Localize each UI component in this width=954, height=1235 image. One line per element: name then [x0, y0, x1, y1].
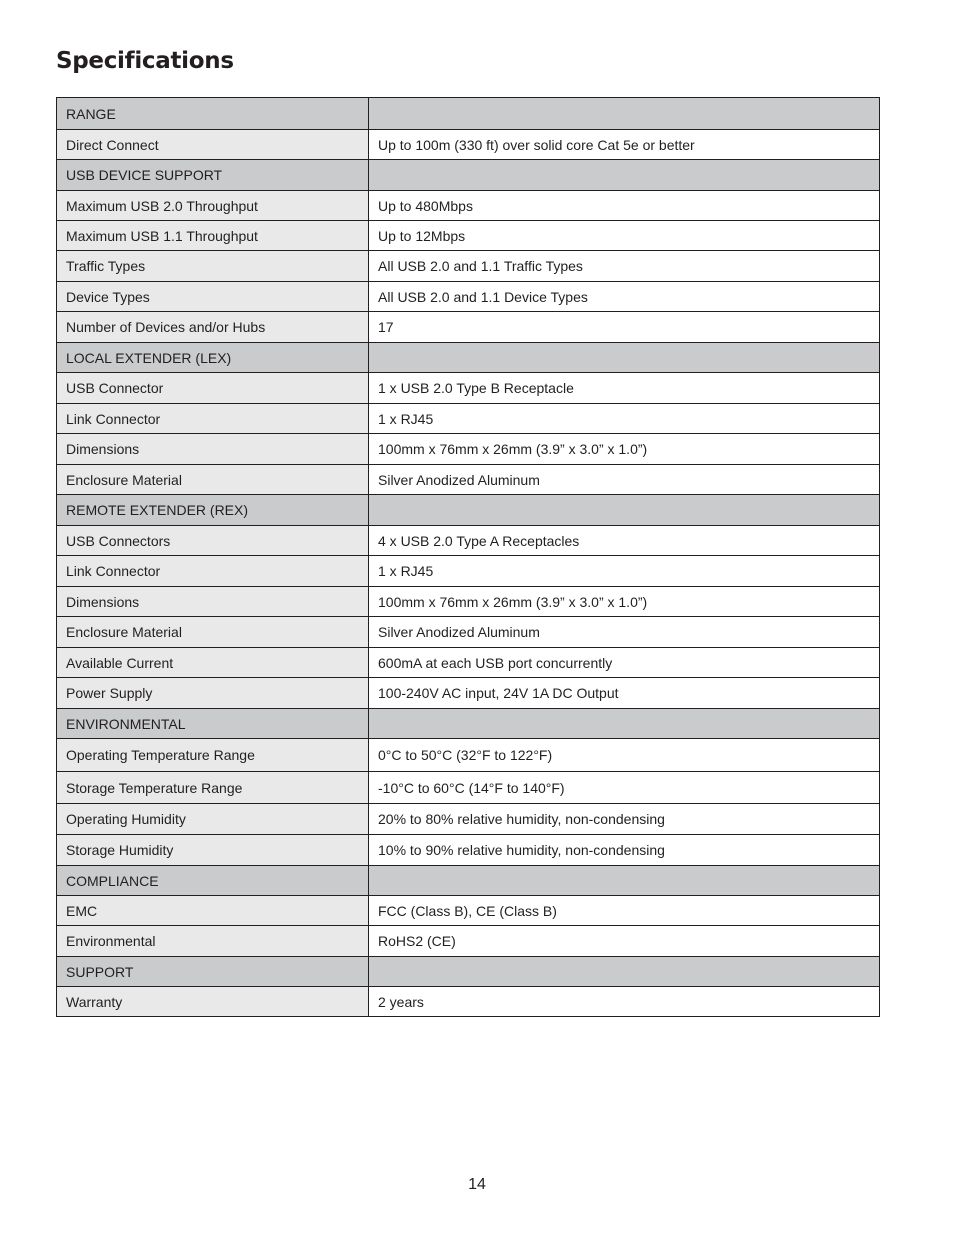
spec-value: -10°C to 60°C (14°F to 140°F) — [369, 772, 880, 804]
section-title: REMOTE EXTENDER (REX) — [57, 495, 369, 526]
section-title: COMPLIANCE — [57, 866, 369, 896]
spec-value: 100mm x 76mm x 26mm (3.9” x 3.0” x 1.0”) — [369, 587, 880, 617]
spec-row — [57, 465, 880, 495]
spec-value: 1 x USB 2.0 Type B Receptacle — [369, 373, 880, 404]
spec-value: Up to 12Mbps — [369, 221, 880, 251]
section-header-row — [57, 98, 880, 130]
spec-value: 17 — [369, 312, 880, 343]
spec-label: Environmental — [57, 926, 369, 957]
spec-row — [57, 556, 880, 587]
section-header-row — [57, 709, 880, 739]
spec-label: Operating Temperature Range — [57, 739, 369, 772]
spec-value: Silver Anodized Aluminum — [369, 465, 880, 495]
spec-value: FCC (Class B), CE (Class B) — [369, 896, 880, 926]
section-title: ENVIRONMENTAL — [57, 709, 369, 739]
spec-row — [57, 617, 880, 648]
section-empty-cell — [369, 98, 880, 130]
spec-value: Up to 100m (330 ft) over solid core Cat 5e or better — [369, 130, 880, 160]
section-header-row — [57, 160, 880, 191]
spec-value: All USB 2.0 and 1.1 Device Types — [369, 282, 880, 312]
spec-row — [57, 404, 880, 434]
spec-value: RoHS2 (CE) — [369, 926, 880, 957]
page-title: Specifications — [56, 48, 234, 74]
spec-row — [57, 373, 880, 404]
spec-label: Storage Humidity — [57, 835, 369, 866]
section-title: RANGE — [57, 98, 369, 130]
spec-value: 100-240V AC input, 24V 1A DC Output — [369, 678, 880, 709]
spec-label: Link Connector — [57, 556, 369, 587]
spec-label: Maximum USB 1.1 Throughput — [57, 221, 369, 251]
section-empty-cell — [369, 957, 880, 987]
spec-label: USB Connectors — [57, 526, 369, 556]
spec-value: 1 x RJ45 — [369, 404, 880, 434]
spec-row — [57, 804, 880, 835]
spec-value: 10% to 90% relative humidity, non-condensing — [369, 835, 880, 866]
page-number: 14 — [468, 1176, 486, 1193]
specifications-table-body — [57, 98, 880, 1017]
spec-label: Traffic Types — [57, 251, 369, 282]
spec-row — [57, 282, 880, 312]
spec-row — [57, 221, 880, 251]
spec-label: Power Supply — [57, 678, 369, 709]
spec-label: Storage Temperature Range — [57, 772, 369, 804]
section-empty-cell — [369, 160, 880, 191]
spec-label: Enclosure Material — [57, 617, 369, 648]
section-header-row — [57, 343, 880, 373]
spec-value: 1 x RJ45 — [369, 556, 880, 587]
spec-label: Number of Devices and/or Hubs — [57, 312, 369, 343]
spec-row — [57, 772, 880, 804]
spec-label: EMC — [57, 896, 369, 926]
spec-row — [57, 739, 880, 772]
spec-label: Operating Humidity — [57, 804, 369, 835]
section-header-row — [57, 866, 880, 896]
section-empty-cell — [369, 343, 880, 373]
section-title: SUPPORT — [57, 957, 369, 987]
spec-row — [57, 130, 880, 160]
section-empty-cell — [369, 495, 880, 526]
spec-value: 100mm x 76mm x 26mm (3.9” x 3.0” x 1.0”) — [369, 434, 880, 465]
spec-value: 0°C to 50°C (32°F to 122°F) — [369, 739, 880, 772]
section-title: LOCAL EXTENDER (LEX) — [57, 343, 369, 373]
spec-label: Maximum USB 2.0 Throughput — [57, 191, 369, 221]
spec-label: Link Connector — [57, 404, 369, 434]
section-title: USB DEVICE SUPPORT — [57, 160, 369, 191]
spec-row — [57, 312, 880, 343]
spec-row — [57, 926, 880, 957]
section-header-row — [57, 957, 880, 987]
spec-row — [57, 835, 880, 866]
spec-value: Silver Anodized Aluminum — [369, 617, 880, 648]
spec-row — [57, 678, 880, 709]
section-empty-cell — [369, 709, 880, 739]
spec-row — [57, 896, 880, 926]
spec-row — [57, 434, 880, 465]
spec-label: Enclosure Material — [57, 465, 369, 495]
spec-value: 600mA at each USB port concurrently — [369, 648, 880, 678]
spec-row — [57, 587, 880, 617]
spec-row — [57, 987, 880, 1017]
spec-label: Device Types — [57, 282, 369, 312]
spec-label: Dimensions — [57, 587, 369, 617]
spec-row — [57, 526, 880, 556]
spec-value: 4 x USB 2.0 Type A Receptacles — [369, 526, 880, 556]
spec-value: Up to 480Mbps — [369, 191, 880, 221]
spec-label: Dimensions — [57, 434, 369, 465]
spec-row — [57, 648, 880, 678]
spec-value: 2 years — [369, 987, 880, 1017]
spec-row — [57, 251, 880, 282]
section-header-row — [57, 495, 880, 526]
spec-label: Direct Connect — [57, 130, 369, 160]
spec-row — [57, 191, 880, 221]
spec-label: USB Connector — [57, 373, 369, 404]
specifications-table — [56, 97, 880, 1017]
spec-label: Warranty — [57, 987, 369, 1017]
spec-label: Available Current — [57, 648, 369, 678]
spec-value: All USB 2.0 and 1.1 Traffic Types — [369, 251, 880, 282]
section-empty-cell — [369, 866, 880, 896]
spec-value: 20% to 80% relative humidity, non-condensing — [369, 804, 880, 835]
